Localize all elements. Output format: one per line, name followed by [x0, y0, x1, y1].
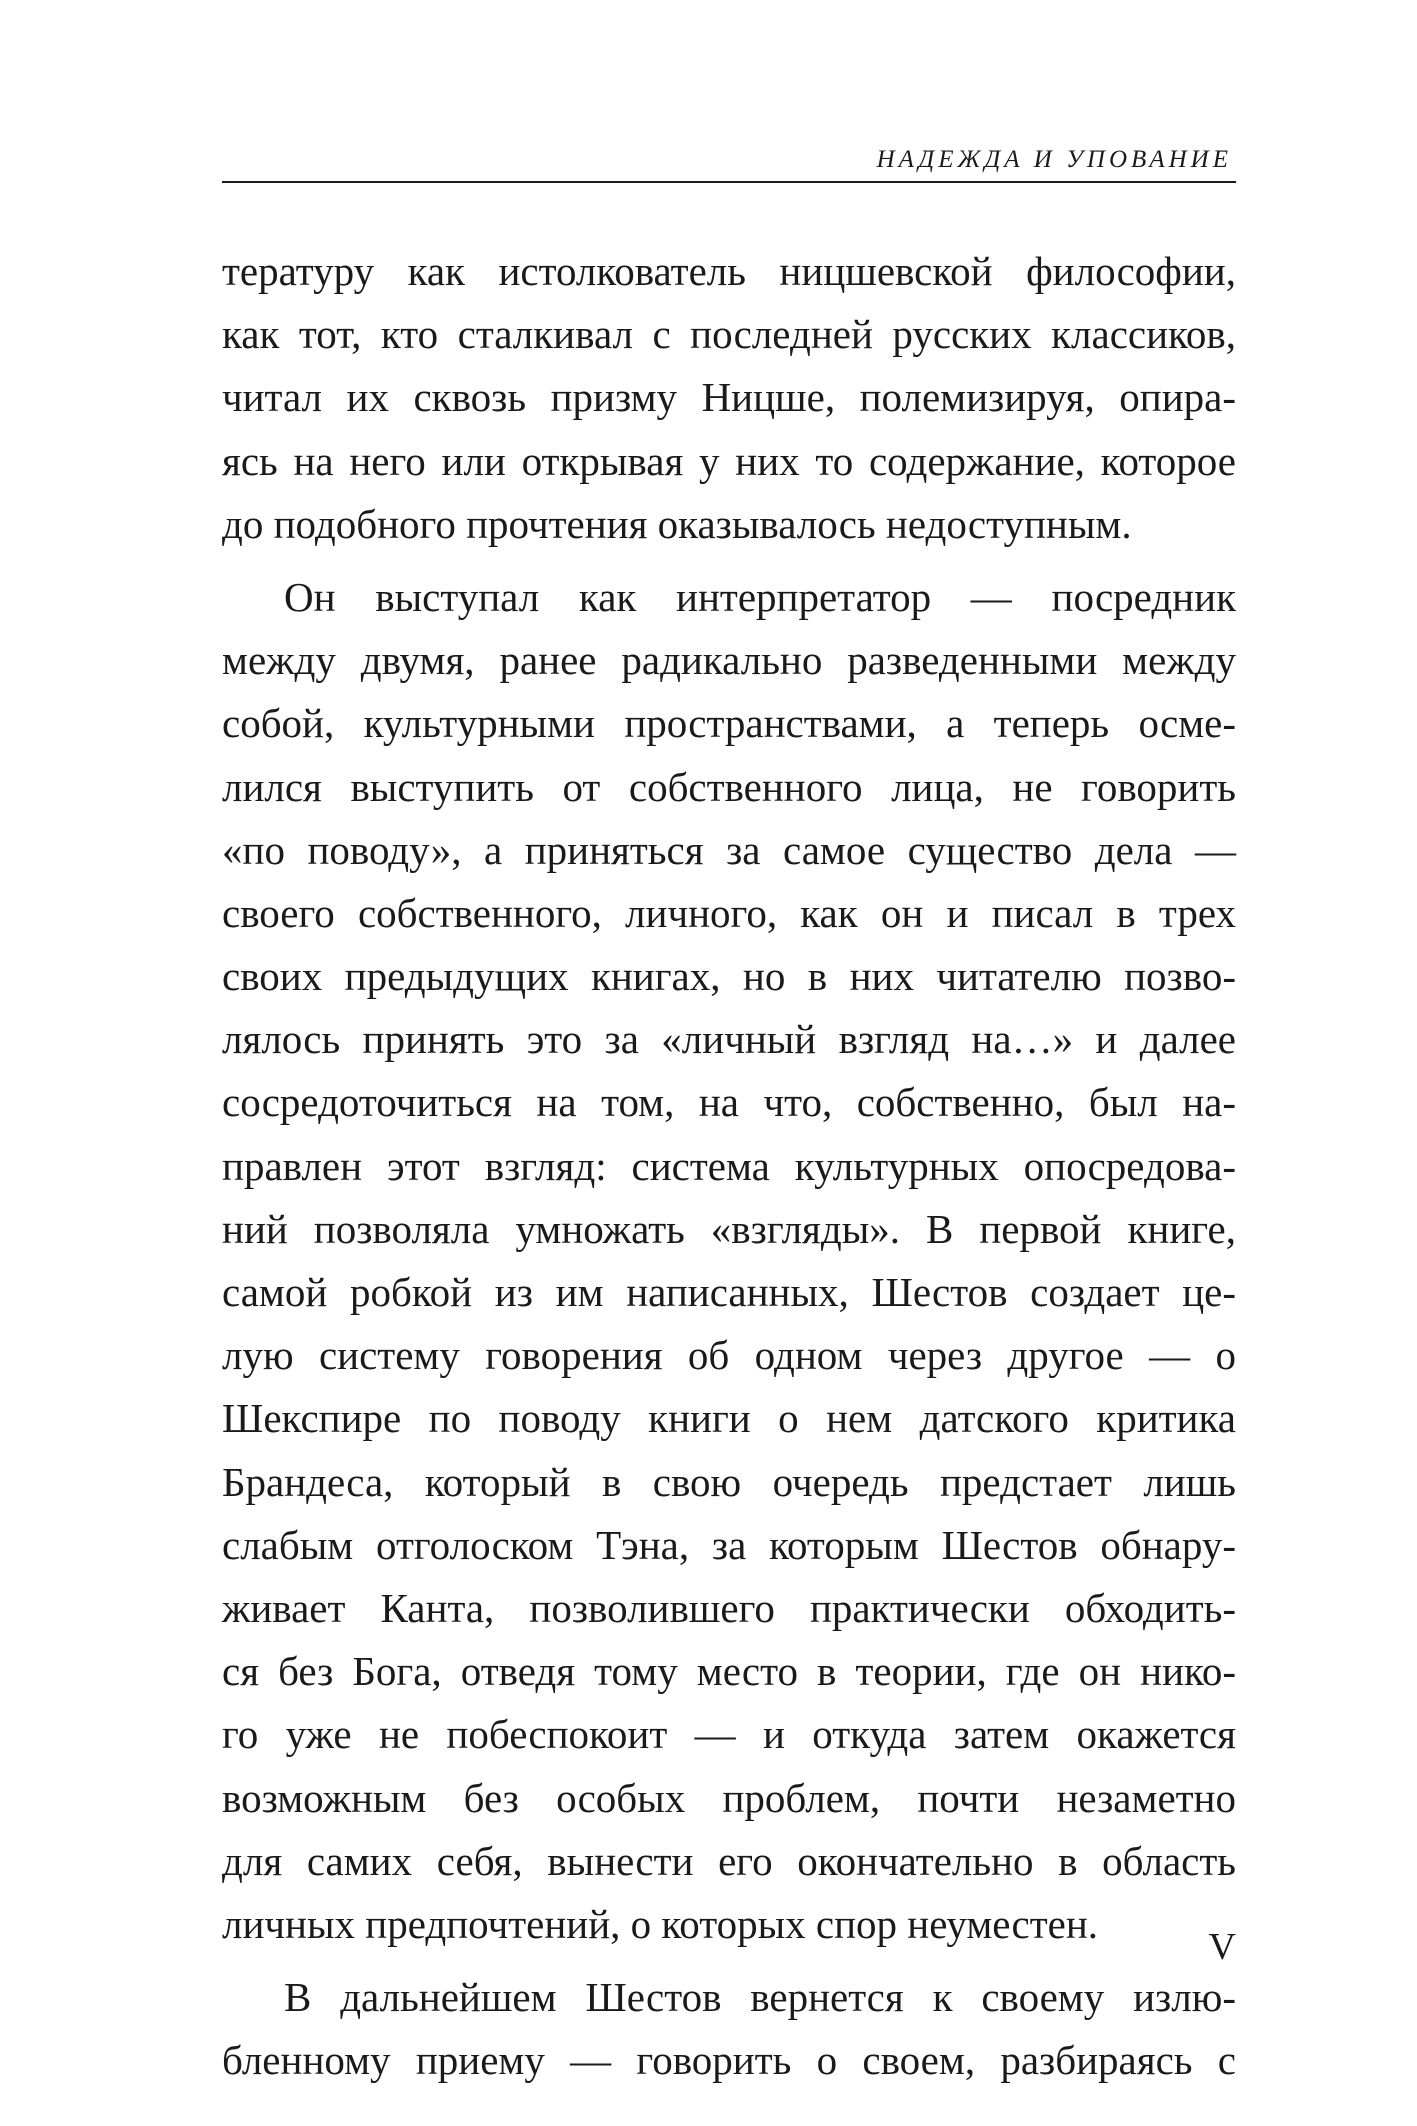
text-line: ясь на него или открывая у них то содержание, которое [222, 437, 1236, 484]
text-line: тературу как истолкователь ницшевской философии, [222, 248, 1236, 294]
text-line: до подобного прочтения оказывалось недоступным. [222, 500, 1132, 547]
text-line: самой робкой из им написанных, Шестов создает це- [222, 1269, 1236, 1315]
text-line: правлен этот взгляд: система культурных опосредова- [222, 1142, 1236, 1189]
text-line: «по поводу», а приняться за самое существо дела — [222, 826, 1236, 873]
text-line: своего собственного, личного, как он и писал в трех [222, 889, 1236, 936]
text-line: для самих себя, вынести его окончательно в область [222, 1837, 1236, 1884]
body-text [222, 240, 1236, 2092]
text-line: живает Канта, позволившего практически обходить- [222, 1584, 1236, 1631]
page-number: V [1208, 1926, 1236, 1968]
text-line: между двумя, ранее радикально разведенными между [222, 637, 1236, 684]
text-line: В дальнейшем Шестов вернется к своему излю- [284, 1974, 1236, 2021]
text-line: Брандеса, который в свою очередь предстает лишь [222, 1458, 1236, 1505]
text-line: собой, культурными пространствами, а теперь осме- [222, 700, 1236, 747]
text-line: Он выступал как интерпретатор — посредник [284, 573, 1236, 620]
text-line: ся без Бога, отведя тому место в теории, где он нико- [222, 1648, 1236, 1695]
paragraph-gap [222, 1956, 1236, 1966]
text-line: лую систему говорения об одном через другое — о [222, 1332, 1236, 1379]
text-line: читал их сквозь призму Ницше, полемизируя, опира- [222, 374, 1236, 421]
text-line: лялось принять это за «личный взгляд на…» и далее [222, 1016, 1236, 1063]
text-line: лился выступить от собственного лица, не говорить [222, 763, 1236, 810]
text-line: возможным без особых проблем, почти незаметно [222, 1774, 1236, 1821]
text-line: бленному приему — говорить о своем, разбираясь с [222, 2037, 1236, 2084]
running-head-title: НАДЕЖДА И УПОВАНИЕ [876, 146, 1232, 173]
text-line: личных предпочтений, о которых спор неуместен. [222, 1900, 1099, 1947]
running-head [222, 145, 1236, 183]
text-line: ний позволяла умножать «взгляды». В первой книге, [222, 1205, 1236, 1252]
paragraph-gap [222, 556, 1236, 566]
text-line: слабым отголоском Тэна, за которым Шестов обнару- [222, 1521, 1236, 1568]
text-line: сосредоточиться на том, на что, собственно, был на- [222, 1079, 1236, 1126]
text-line: своих предыдущих книгах, но в них читателю позво- [222, 953, 1236, 1000]
text-line: Шекспире по поводу книги о нем датского критика [222, 1395, 1236, 1442]
text-line: го уже не побеспокоит — и откуда затем окажется [222, 1711, 1236, 1758]
text-line: как тот, кто сталкивал с последней русских классиков, [222, 311, 1236, 358]
